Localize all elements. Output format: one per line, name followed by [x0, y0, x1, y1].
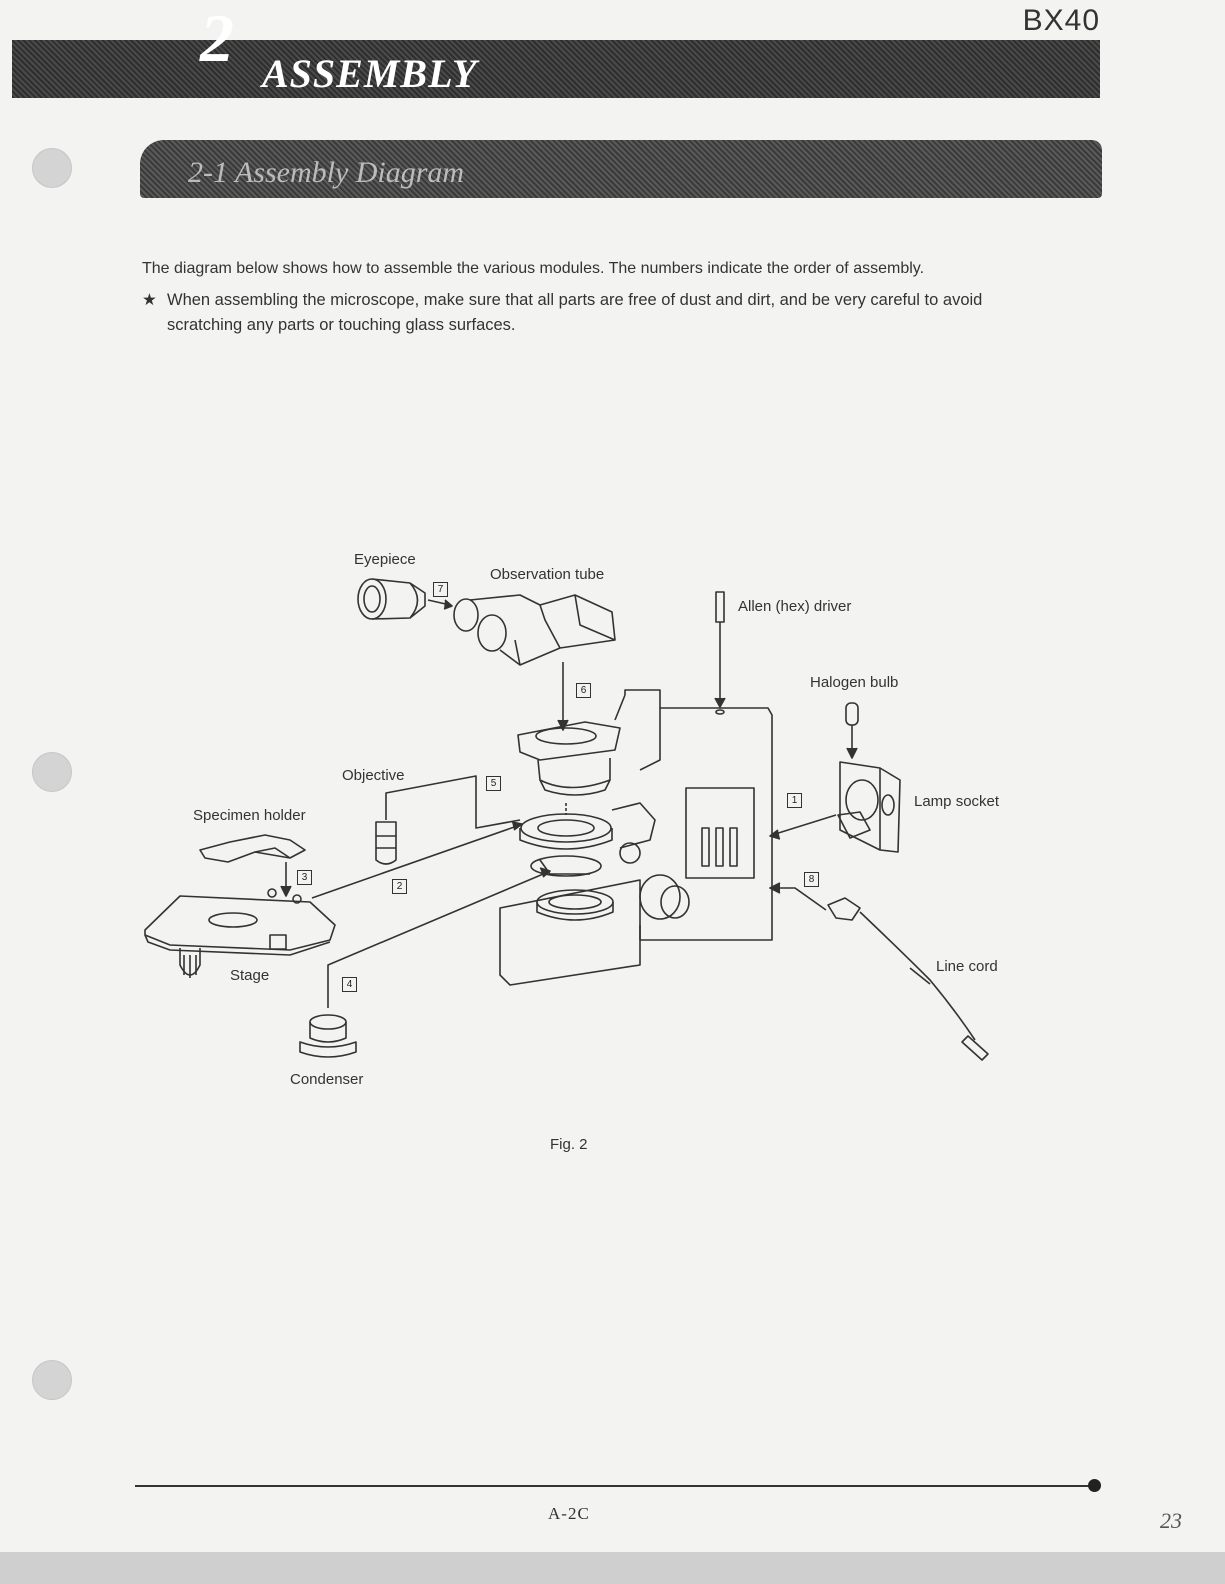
step-number-8: 8	[804, 872, 819, 887]
lamp-socket-drawing	[838, 762, 900, 852]
line-cord-arrow	[772, 888, 826, 910]
figure-caption: Fig. 2	[550, 1136, 588, 1153]
step-number-5: 5	[486, 776, 501, 791]
footer-rule	[135, 1485, 1095, 1487]
caution-text: When assembling the microscope, make sure that all parts are free of dust and dirt, and be very careful to avoid scratching any parts or touching glass surfaces.	[167, 291, 983, 334]
frame-stage-drawing	[520, 803, 655, 876]
label-line-cord: Line cord	[936, 958, 998, 975]
condenser-drawing	[300, 1015, 356, 1057]
label-stage: Stage	[230, 967, 270, 984]
model-label: BX40	[1022, 4, 1100, 37]
label-eyepiece: Eyepiece	[354, 551, 416, 568]
step-number-4: 4	[342, 977, 357, 992]
label-objective: Objective	[342, 767, 405, 784]
label-halogen-bulb: Halogen bulb	[810, 674, 899, 691]
intro-paragraph: The diagram below shows how to assemble the various modules. The numbers indicate the order of assembly.	[142, 260, 925, 277]
label-allen-driver: Allen (hex) driver	[738, 598, 852, 615]
lamp-socket-arrow	[772, 815, 836, 835]
label-condenser: Condenser	[290, 1071, 364, 1088]
handwritten-page-number: 23	[1160, 1508, 1182, 1533]
scan-bottom-strip	[0, 1552, 1225, 1584]
objective-drawing	[376, 822, 396, 864]
label-specimen-holder: Specimen holder	[193, 807, 306, 824]
halogen-bulb-drawing	[846, 703, 858, 758]
label-lamp-socket: Lamp socket	[914, 793, 1000, 810]
label-observation-tube: Observation tube	[490, 566, 605, 583]
footer-dot	[1088, 1479, 1101, 1492]
star-icon: ★	[142, 291, 157, 309]
stage-connector	[312, 825, 520, 898]
eyepiece-drawing	[358, 579, 425, 619]
stage-drawing	[145, 889, 335, 978]
microscope-frame-drawing	[615, 690, 772, 940]
line-cord-drawing	[828, 898, 988, 1060]
arm-drawing	[518, 722, 620, 795]
chapter-number: 2	[200, 0, 234, 76]
section-title: 2-1 Assembly Diagram	[188, 156, 465, 189]
step-number-2: 2	[392, 879, 407, 894]
base-drawing	[500, 843, 689, 985]
observation-tube-drawing	[454, 595, 615, 665]
step-number-1: 1	[787, 793, 802, 808]
condenser-connector	[328, 872, 548, 1008]
step-number-3: 3	[297, 870, 312, 885]
allen-driver-drawing	[715, 592, 725, 707]
chapter-title: ASSEMBLY	[262, 51, 478, 96]
page-number: A-2C	[548, 1504, 590, 1523]
specimen-holder-drawing	[200, 835, 305, 862]
step-number-7: 7	[433, 582, 448, 597]
step-number-6: 6	[576, 683, 591, 698]
